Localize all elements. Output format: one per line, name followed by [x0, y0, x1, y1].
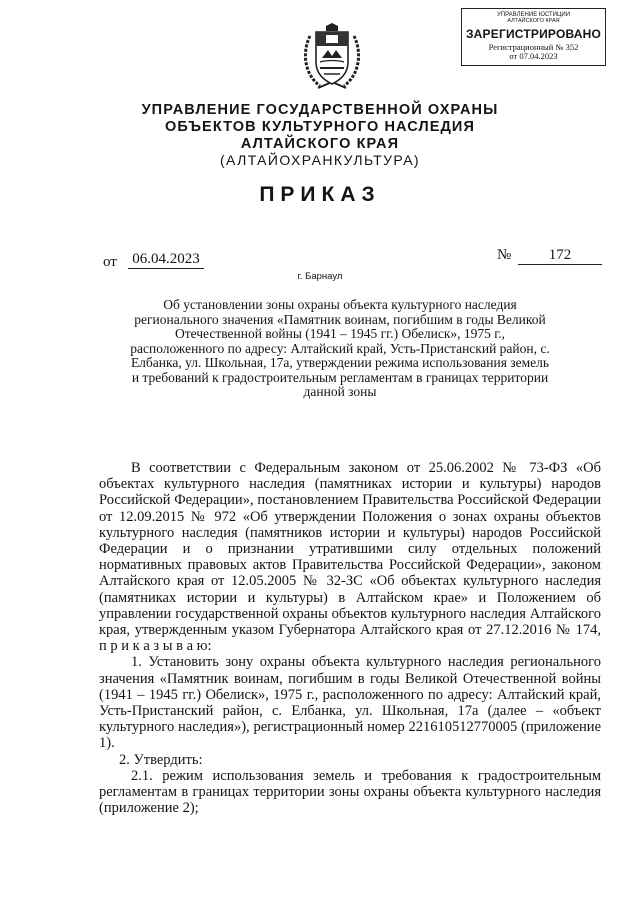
coat-of-arms-icon — [300, 22, 364, 92]
order-date: 06.04.2023 — [128, 251, 204, 269]
date-label: от — [103, 254, 117, 270]
stamp-reg-date: от 07.04.2023 — [509, 51, 558, 61]
item-2-1-paragraph: 2.1. режим использования земель и требования к градостроительным регламентам в границах территории зоны охраны объекта культурного наследия (приложение 2); — [99, 767, 601, 817]
stamp-reg-number: Регистрационный № 352 — [488, 42, 579, 52]
org-name-line1: УПРАВЛЕНИЕ ГОСУДАРСТВЕННОЙ ОХРАНЫ — [141, 102, 499, 118]
preamble-paragraph: В соответствии с Федеральным законом от 25.06.2002 № 73-ФЗ «Об объектах культурного наследия (памятниках истории и культуры) народов Российской Федерации», постановлением Правительства Российской Федерации от 12.09.2015 № 972 «Об утверждении Положения о зонах охраны объектов культурного наследия (памятников истории и культуры) народов Российской Федерации и о признании утратившими силу отдельных положений нормативных правовых актов Правительства Российской Федерации», законом Алтайского края от 12.05.2005 № 32-ЗС «Об объектах культурного наследия (памятниках истории и культуры) в Алтайском крае» и Положением об управлении государственной охраны объектов культурного наследия Алтайского края, утвержденным указом Губернатора Алтайского края от 27.12.2016 № 174, п р и к а з ы в а ю: — [99, 460, 601, 655]
registration-stamp — [461, 8, 606, 66]
org-short-name: (АЛТАЙОХРАНКУЛЬТУРА) — [220, 152, 420, 168]
city-name: г. Барнаул — [297, 271, 343, 282]
item-1-paragraph: 1. Установить зону охраны объекта культурного наследия регионального значения «Памятник воинам, погибшим в годы Великой Отечественной войны (1941 – 1945 гг.) Обелиск», 1975 г., расположенного по адресу: Алтайский край, Усть-Пристанский район, с. Елбанка, ул. Школьная, 17а (далее – «объект культурного наследия»), регистрационный номер 221610512770005 (приложение 1). — [99, 654, 601, 752]
order-body — [99, 460, 601, 816]
stamp-status: ЗАРЕГИСТРИРОВАНО — [465, 27, 602, 41]
stamp-authority-line2: АЛТАЙСКОГО КРАЯ — [507, 18, 560, 24]
org-name-line2: ОБЪЕКТОВ КУЛЬТУРНОГО НАСЛЕДИЯ — [165, 119, 475, 135]
order-subject: Об установлении зоны охраны объекта культурного наследия регионального значения «Памятник воинам, погибшим в годы Великой Отечественной войны (1941 – 1945 гг.) Обелиск», 1975 г., расположенного по адресу: Алтайский край, Усть-Пристанский район, с. Елбанка, ул. Школьная, 17а, утверждении режима использования земель и требований к градостроительным регламентам в границах территории данной зоны — [130, 297, 550, 399]
stamp-authority-line1: УПРАВЛЕНИЕ ЮСТИЦИИ — [496, 12, 571, 18]
document-type-title: ПРИКАЗ — [259, 183, 381, 206]
order-number: 172 — [518, 247, 602, 265]
item-2-paragraph: 2. Утвердить: — [119, 751, 203, 768]
org-name-line3: АЛТАЙСКОГО КРАЯ — [240, 136, 400, 152]
number-label: № — [497, 247, 512, 263]
